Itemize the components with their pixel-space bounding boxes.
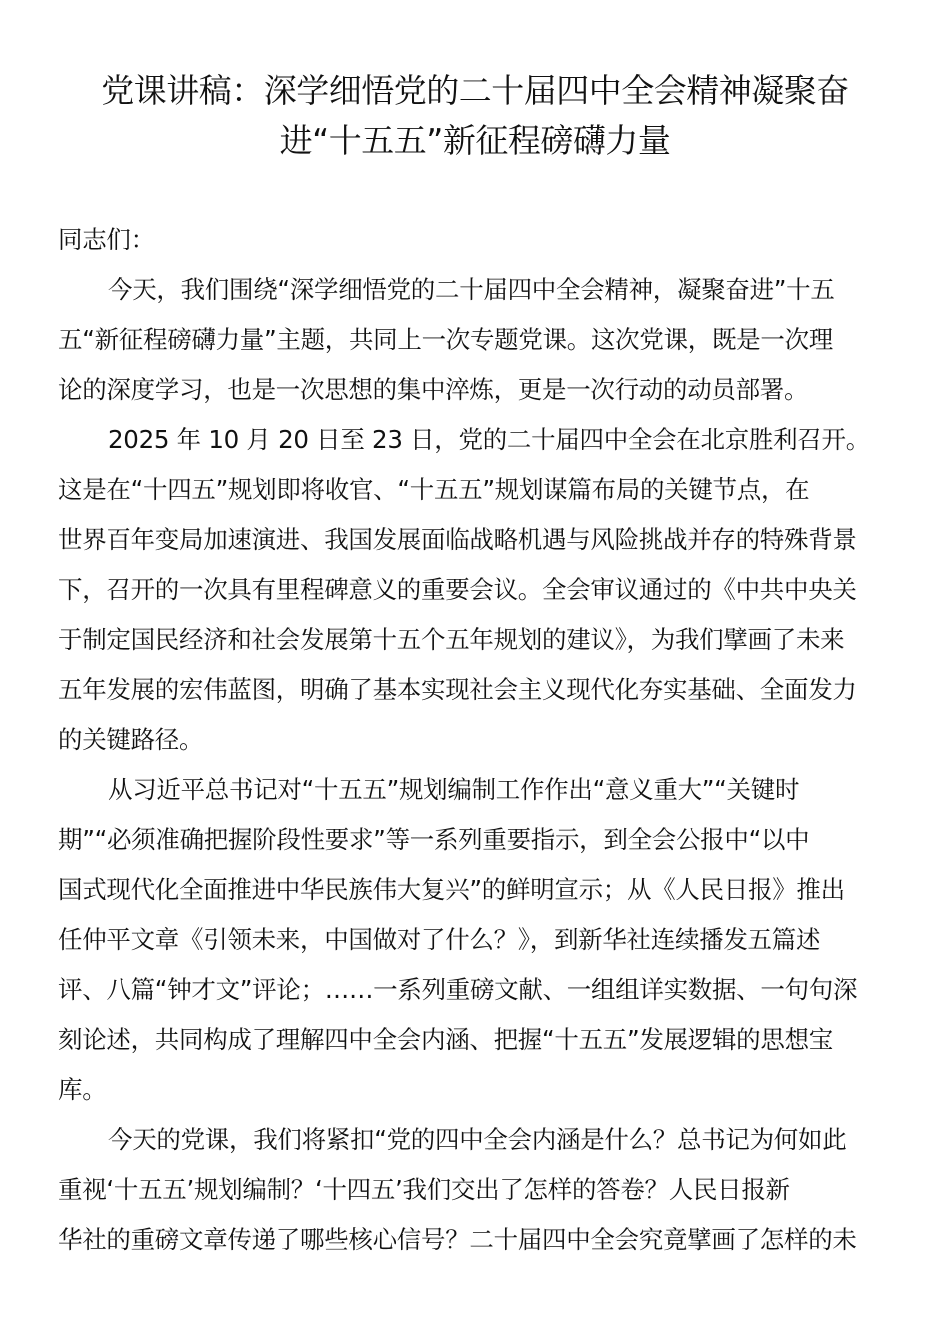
document-body [58,215,898,1265]
paragraph-line: 库。 [58,1075,107,1104]
paragraph-line: 国式现代化全面推进中华民族伟大复兴”的鲜明宣示；从《人民日报》推出 [58,875,845,904]
paragraph-line: 从习近平总书记对“十五五”规划编制工作作出“意义重大”“关键时 [108,775,800,804]
paragraph-line: 今天的党课，我们将紧扣“党的四中全会内涵是什么？总书记为何如此 [108,1125,847,1154]
paragraph-line: 评、八篇“钟才文”评论；……一系列重磅文献、一组组详实数据、一句句深 [58,975,858,1004]
title-line: 进“十五五”新征程磅礴力量 [279,121,671,160]
paragraph-line: 任仲平文章《引领未来，中国做对了什么？》，到新华社连续播发五篇述 [58,925,821,954]
paragraph-1 [58,265,898,415]
paragraph-line: 的关键路径。 [58,725,204,754]
paragraph-line: 下，召开的一次具有里程碑意义的重要会议。全会审议通过的《中共中央关 [58,575,857,604]
salutation: 同志们： [58,225,155,254]
paragraph-line: 于制定国民经济和社会发展第十五个五年规划的建议》，为我们擘画了未来 [58,625,845,654]
paragraph-line: 华社的重磅文章传递了哪些核心信号？二十届四中全会究竟擘画了怎样的未 [58,1225,857,1254]
paragraph-line: 期”“必须准确把握阶段性要求”等一系列重要指示，到全会公报中“以中 [58,825,810,854]
paragraph-line: 这是在“十四五”规划即将收官、“十五五”规划谋篇布局的关键节点，在 [58,475,810,504]
paragraph-2 [58,415,898,765]
paragraph-line: 重视‘十五五’规划编制？‘十四五’我们交出了怎样的答卷？人民日报新 [58,1175,790,1204]
paragraph-line: 五“新征程磅礴力量”主题，共同上一次专题党课。这次党课，既是一次理 [58,325,833,354]
paragraph-line: 刻论述，共同构成了理解四中全会内涵、把握“十五五”发展逻辑的思想宝 [58,1025,833,1054]
paragraph-line: 今天，我们围绕“深学细悟党的二十届四中全会精神，凝聚奋进”十五 [108,275,835,304]
paragraph-line: 世界百年变局加速演进、我国发展面临战略机遇与风险挑战并存的特殊背景 [58,525,857,554]
document-title [0,66,950,166]
paragraph-3 [58,765,898,1115]
paragraph-line: 2025 年 10 月 20 日至 23 日，党的二十届四中全会在北京胜利召开。 [108,425,870,454]
paragraph-4 [58,1115,898,1265]
title-line: 党课讲稿：深学细悟党的二十届四中全会精神凝聚奋 [101,71,849,110]
paragraph-line: 五年发展的宏伟蓝图，明确了基本实现社会主义现代化夯实基础、全面发力 [58,675,857,704]
paragraph-line: 论的深度学习，也是一次思想的集中淬炼，更是一次行动的动员部署。 [58,375,809,404]
